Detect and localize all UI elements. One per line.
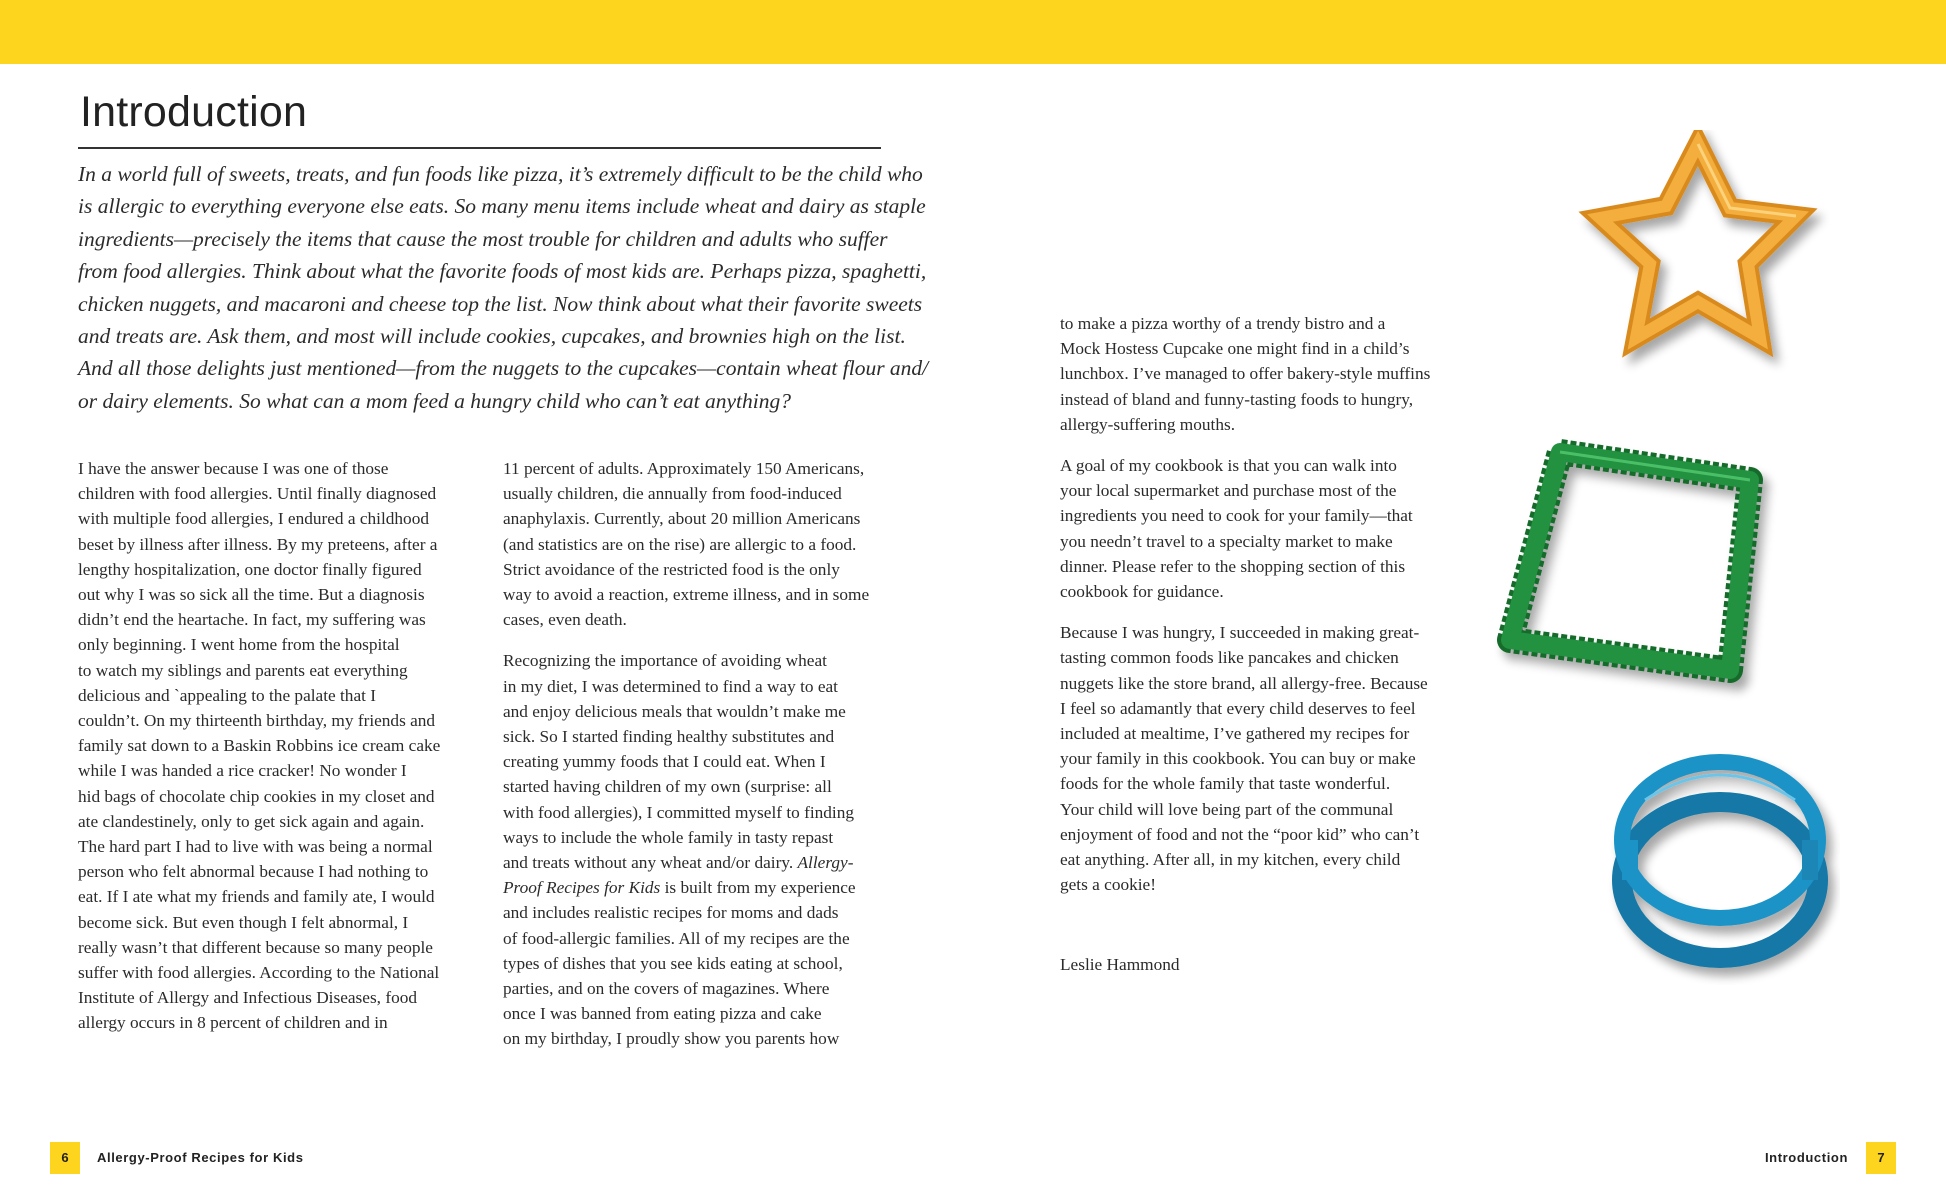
body-line: with food allergies), I committed myself to finding: [503, 802, 854, 822]
paragraph: [1060, 311, 1460, 437]
body-line: your family in this cookbook. You can buy or make: [1060, 749, 1416, 769]
body-line: cookbook for guidance.: [1060, 582, 1224, 602]
intro-line: is allergic to everything everyone else eats. So many menu items include wheat and dairy as staple: [78, 194, 926, 219]
left-page-number: 6: [50, 1142, 80, 1174]
star-cookie-cutter-icon: [1570, 130, 1830, 380]
intro-line: or dairy elements. So what can a mom feed a hungry child who can’t eat anything?: [78, 388, 791, 413]
body-line: really wasn’t that different because so many people: [78, 937, 433, 957]
body-line: on my birthday, I proudly show you parents how: [503, 1029, 840, 1049]
body-line: out why I was so sick all the time. But a diagnosis: [78, 585, 425, 605]
body-line: lengthy hospitalization, one doctor finally figured: [78, 559, 422, 579]
square-cookie-cutter-icon: [1480, 430, 1780, 710]
body-line: to watch my siblings and parents eat everything: [78, 660, 408, 680]
body-line: I have the answer because I was one of those: [78, 459, 389, 478]
body-line: parties, and on the covers of magazines. Where: [503, 979, 830, 999]
body-line: allergy occurs in 8 percent of children and in: [78, 1013, 388, 1033]
body-line: family sat down to a Baskin Robbins ice cream cake: [78, 736, 441, 756]
author-signature: Leslie Hammond: [1060, 955, 1180, 975]
body-line: Institute of Allergy and Infectious Diseases, food: [78, 988, 417, 1008]
body-line: of food-allergic families. All of my recipes are the: [503, 928, 850, 948]
intro-line: ingredients—precisely the items that cause the most trouble for children and adults who suffer: [78, 226, 888, 251]
body-line: 11 percent of adults. Approximately 150 Americans,: [503, 459, 865, 478]
body-line: allergy-suffering mouths.: [1060, 414, 1236, 434]
paragraph: [503, 648, 893, 1051]
body-line: Strict avoidance of the restricted food is the only: [503, 559, 840, 579]
body-line: while I was handed a rice cracker! No wonder I: [78, 761, 407, 781]
body-line: ate clandestinely, only to get sick again and again.: [78, 811, 425, 831]
body-line: Because I was hungry, I succeeded in making great-: [1060, 623, 1420, 643]
body-line: usually children, die annually from food-induced: [503, 484, 842, 504]
body-line: suffer with food allergies. According to the National: [78, 963, 440, 983]
body-line: Mock Hostess Cupcake one might find in a child’s: [1060, 339, 1410, 359]
body-line: I feel so adamantly that every child deserves to feel: [1060, 698, 1416, 718]
body-line: to make a pizza worthy of a trendy bistro and a: [1060, 314, 1386, 333]
book-title-italic: Allergy-: [797, 853, 854, 873]
body-line: instead of bland and funny-tasting foods to hungry,: [1060, 389, 1414, 409]
body-line: tasting common foods like pancakes and chicken: [1060, 648, 1399, 668]
body-line: Recognizing the importance of avoiding wheat: [503, 651, 827, 671]
body-line: hid bags of chocolate chip cookies in my closet and: [78, 786, 435, 806]
body-line: anaphylaxis. Currently, about 20 million Americans: [503, 509, 861, 529]
body-line: gets a cookie!: [1060, 875, 1156, 895]
body-line: eat anything. After all, in my kitchen, every child: [1060, 850, 1401, 870]
left-running-footer: Allergy-Proof Recipes for Kids: [97, 1150, 304, 1165]
paragraph: [1060, 453, 1460, 604]
body-line: sick. So I started finding healthy substitutes and: [503, 727, 835, 747]
body-line: foods for the whole family that taste wonderful.: [1060, 774, 1391, 794]
body-line: dinner. Please refer to the shopping section of this: [1060, 556, 1406, 576]
body-line: [503, 850, 893, 875]
body-line: lunchbox. I’ve managed to offer bakery-style muffins: [1060, 364, 1431, 384]
intro-line: In a world full of sweets, treats, and fun foods like pizza, it’s extremely difficult to be the child who: [78, 162, 923, 186]
body-line: and includes realistic recipes for moms and dads: [503, 903, 839, 923]
intro-line: from food allergies. Think about what the favorite foods of most kids are. Perhaps pizza, spaghetti,: [78, 259, 927, 284]
body-line: Your child will love being part of the communal: [1060, 799, 1394, 819]
body-column-3: [1060, 311, 1460, 978]
intro-line: And all those delights just mentioned—from the nuggets to the cupcakes—contain wheat flour and/: [78, 356, 929, 381]
body-column-2: [503, 456, 893, 1068]
body-line: only beginning. I went home from the hospital: [78, 635, 400, 655]
intro-paragraph: [78, 158, 929, 417]
paragraph: [1060, 620, 1460, 897]
body-line: included at mealtime, I’ve gathered my recipes for: [1060, 724, 1410, 744]
body-line: way to avoid a reaction, extreme illness, and in some: [503, 585, 870, 605]
body-column-1: [78, 456, 468, 1036]
body-line: [503, 875, 893, 900]
intro-line: chicken nuggets, and macaroni and cheese top the list. Now think about what their favorite sweets: [78, 291, 923, 316]
body-line: in my diet, I was determined to find a way to eat: [503, 676, 838, 696]
body-line: nuggets like the store brand, all allergy-free. Because: [1060, 673, 1428, 693]
body-line: ways to include the whole family in tasty repast: [503, 827, 834, 847]
book-title-italic: Proof Recipes for Kids: [503, 878, 661, 898]
right-page-number: 7: [1866, 1142, 1896, 1174]
body-line: person who felt abnormal because I had nothing to: [78, 862, 429, 882]
body-line: types of dishes that you see kids eating at school,: [503, 953, 843, 973]
body-line: couldn’t. On my thirteenth birthday, my friends and: [78, 711, 436, 731]
body-line: (and statistics are on the rise) are allergic to a food.: [503, 534, 857, 554]
body-text: and treats without any wheat and/or dairy.: [503, 853, 798, 873]
body-line: cases, even death.: [503, 610, 627, 630]
body-line: once I was banned from eating pizza and cake: [503, 1004, 822, 1024]
body-line: The hard part I had to live with was being a normal: [78, 837, 433, 857]
body-line: started having children of my own (surprise: all: [503, 777, 832, 797]
body-line: with multiple food allergies, I endured a childhood: [78, 509, 429, 529]
round-cookie-cutter-icon: [1605, 740, 1840, 985]
body-line: creating yummy foods that I could eat. When I: [503, 752, 826, 772]
body-line: become sick. But even though I felt abnormal, I: [78, 912, 409, 932]
paragraph: [503, 456, 893, 632]
body-line: you needn’t travel to a specialty market to make: [1060, 531, 1393, 551]
page-title: Introduction: [80, 88, 308, 136]
body-line: delicious and `appealing to the palate that I: [78, 685, 376, 705]
body-line: enjoyment of food and not the “poor kid” who can’t: [1060, 824, 1420, 844]
top-yellow-band: [0, 0, 1946, 64]
body-line: beset by illness after illness. By my preteens, after a: [78, 534, 438, 554]
intro-line: and treats are. Ask them, and most will include cookies, cupcakes, and brownies high on the list.: [78, 324, 906, 349]
body-line: and enjoy delicious meals that wouldn’t make me: [503, 701, 846, 721]
body-line: A goal of my cookbook is that you can walk into: [1060, 456, 1397, 476]
body-line: eat. If I ate what my friends and family ate, I would: [78, 887, 435, 907]
body-line: ingredients you need to cook for your family—that: [1060, 506, 1413, 526]
right-running-footer: Introduction: [1764, 1150, 1848, 1165]
body-line: children with food allergies. Until finally diagnosed: [78, 484, 437, 504]
body-line: didn’t end the heartache. In fact, my suffering was: [78, 610, 426, 630]
title-rule: [78, 147, 881, 149]
body-line: your local supermarket and purchase most of the: [1060, 481, 1397, 501]
body-text: is built from my experience: [660, 878, 856, 898]
